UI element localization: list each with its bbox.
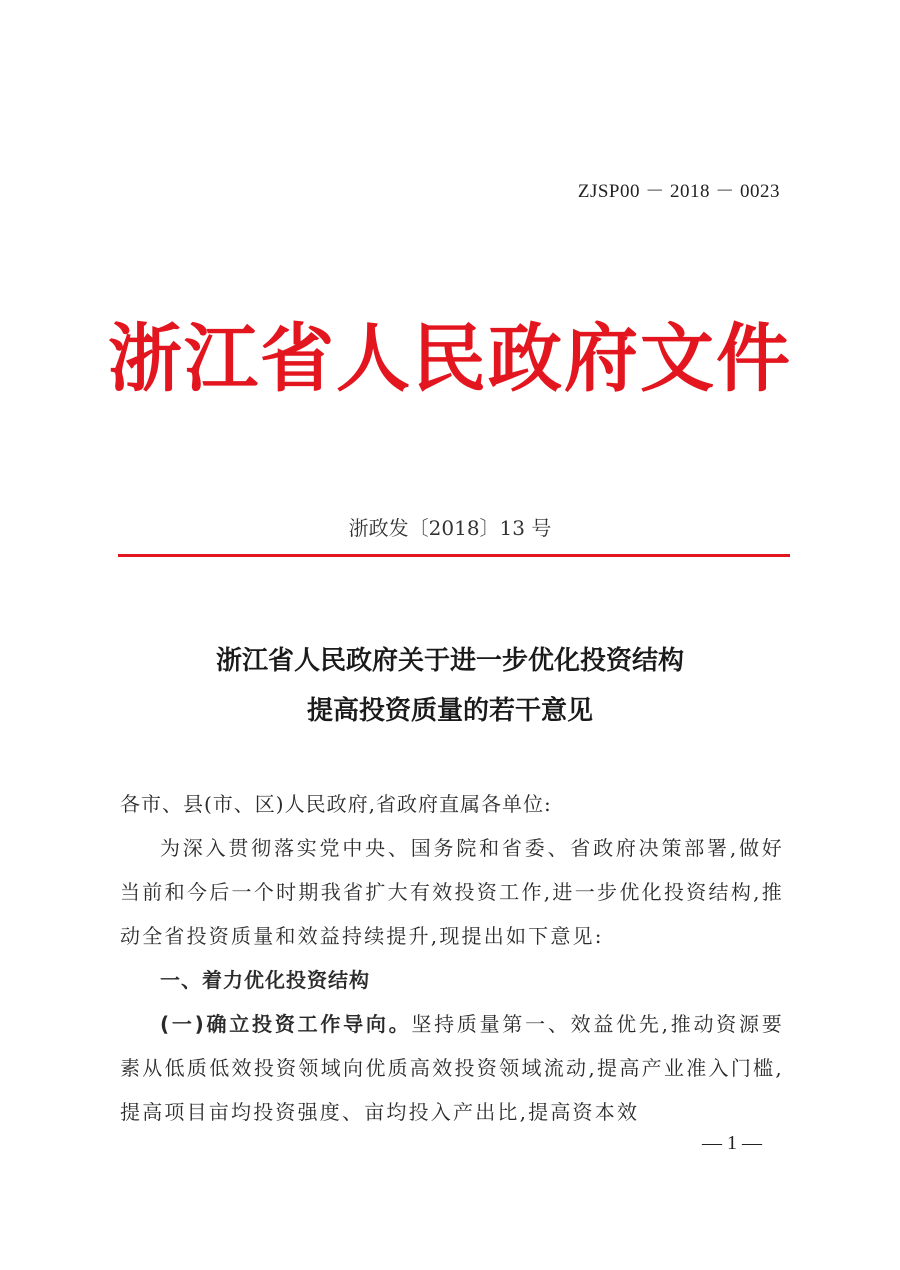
- heading-line-2: 提高投资质量的若干意见: [306, 696, 593, 726]
- document-number: 浙政发〔2018〕13 号: [348, 516, 552, 540]
- item-paragraph: [120, 1002, 784, 1134]
- document-code: ZJSP00 － 2018 － 0023: [577, 181, 780, 202]
- document-body: [120, 782, 784, 1134]
- section-heading: 一、着力优化投资结构: [160, 968, 370, 992]
- red-divider-rule: [118, 554, 790, 557]
- issuer-red-title: 浙江省人民政府文件: [108, 316, 792, 402]
- intro-paragraph: 为深入贯彻落实党中央、国务院和省委、省政府决策部署,做好当前和今后一个时期我省扩大有效投资工作,进一步优化投资结构,推动全省投资质量和效益持续提升,现提出如下意见:: [120, 836, 784, 948]
- item-label: (一)确立投资工作导向。: [160, 1012, 412, 1036]
- item-text: 坚持质量第一、效益优先,推动资源要素从低质低效投资领域向优质高效投资领域流动,提高产业准入门槛,提高项目亩均投资强度、亩均投入产出比,提高资本效: [120, 1012, 785, 1124]
- document-heading: [0, 636, 900, 736]
- salutation: 各市、县(市、区)人民政府,省政府直属各单位:: [120, 792, 552, 816]
- page-number: — 1 —: [702, 1132, 762, 1154]
- heading-line-1: 浙江省人民政府关于进一步优化投资结构: [215, 646, 684, 676]
